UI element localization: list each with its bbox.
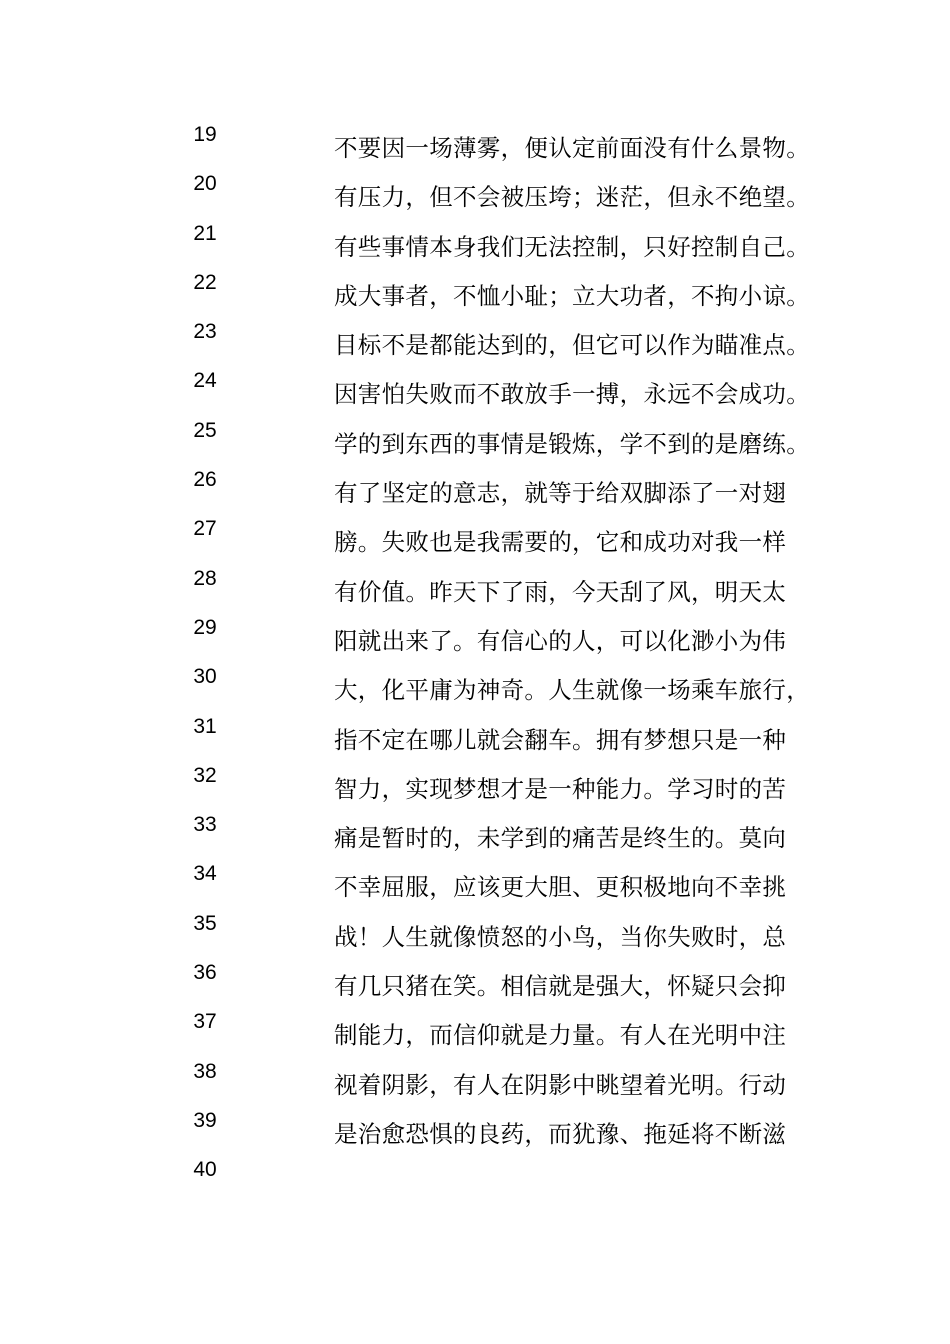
line-number: 37: [193, 1010, 217, 1034]
line-number: 29: [193, 615, 217, 639]
line-number: 39: [193, 1108, 217, 1132]
line-number: 33: [193, 813, 217, 837]
text-line: 战！人生就像愤怒的小鸟，当你失败时，总: [334, 922, 787, 951]
line-number: 40: [193, 1158, 217, 1182]
line-number: 22: [193, 270, 217, 294]
text-line: 不幸屈服，应该更大胆、更积极地向不幸挑: [334, 873, 787, 902]
line-number: 19: [193, 123, 217, 146]
line-number: 38: [193, 1059, 217, 1083]
line-number-column: [180, 120, 230, 1205]
text-line: 视着阴影，有人在阴影中眺望着光明。行动: [334, 1070, 787, 1099]
text-line: 学的到东西的事情是锻炼，学不到的是磨练。: [334, 429, 810, 458]
line-number: 28: [193, 566, 217, 590]
line-number: 20: [193, 172, 217, 196]
text-line: 有些事情本身我们无法控制，只好控制自己。: [334, 232, 810, 261]
text-line: 阳就出来了。有信心的人，可以化渺小为伟: [334, 626, 787, 655]
text-line: 制能力，而信仰就是力量。有人在光明中注: [334, 1021, 787, 1050]
text-line: 因害怕失败而不敢放手一搏，永远不会成功。: [334, 380, 810, 409]
text-line: 不要因一场薄雾，便认定前面没有什么景物。: [334, 134, 810, 162]
line-number: 24: [193, 369, 217, 393]
text-line: 智力，实现梦想才是一种能力。学习时的苦: [334, 774, 787, 803]
text-line: 有了坚定的意志，就等于给双脚添了一对翅: [334, 479, 787, 508]
text-line: 有价值。昨天下了雨，今天刮了风，明天太: [334, 577, 787, 606]
text-line: 指不定在哪儿就会翻车。拥有梦想只是一种: [334, 725, 787, 754]
line-number: 25: [193, 418, 217, 442]
line-number: 36: [193, 961, 217, 985]
line-number: 23: [193, 320, 217, 344]
text-line: 目标不是都能达到的，但它可以作为瞄准点。: [334, 331, 810, 360]
line-number: 26: [193, 468, 217, 492]
text-line: 痛是暂时的，未学到的痛苦是终生的。莫向: [334, 824, 787, 853]
text-line: 是治愈恐惧的良药，而犹豫、拖延将不断滋: [334, 1119, 787, 1148]
body-text: [334, 132, 834, 1167]
line-number: 32: [193, 763, 217, 787]
text-line: 有几只猪在笑。相信就是强大，怀疑只会抑: [334, 972, 787, 1001]
text-line: 有压力，但不会被压垮；迷茫，但永不绝望。: [334, 183, 810, 212]
line-number: 31: [193, 714, 217, 738]
line-number: 21: [193, 221, 217, 245]
text-line: 膀。失败也是我需要的，它和成功对我一样: [334, 528, 787, 557]
line-number: 27: [193, 517, 217, 541]
line-number: 30: [193, 665, 217, 689]
line-number: 35: [193, 911, 217, 935]
line-number: 34: [193, 862, 217, 886]
text-line: 成大事者，不恤小耻；立大功者，不拘小谅。: [334, 281, 810, 310]
text-line: 大，化平庸为神奇。人生就像一场乘车旅行，: [334, 676, 810, 705]
